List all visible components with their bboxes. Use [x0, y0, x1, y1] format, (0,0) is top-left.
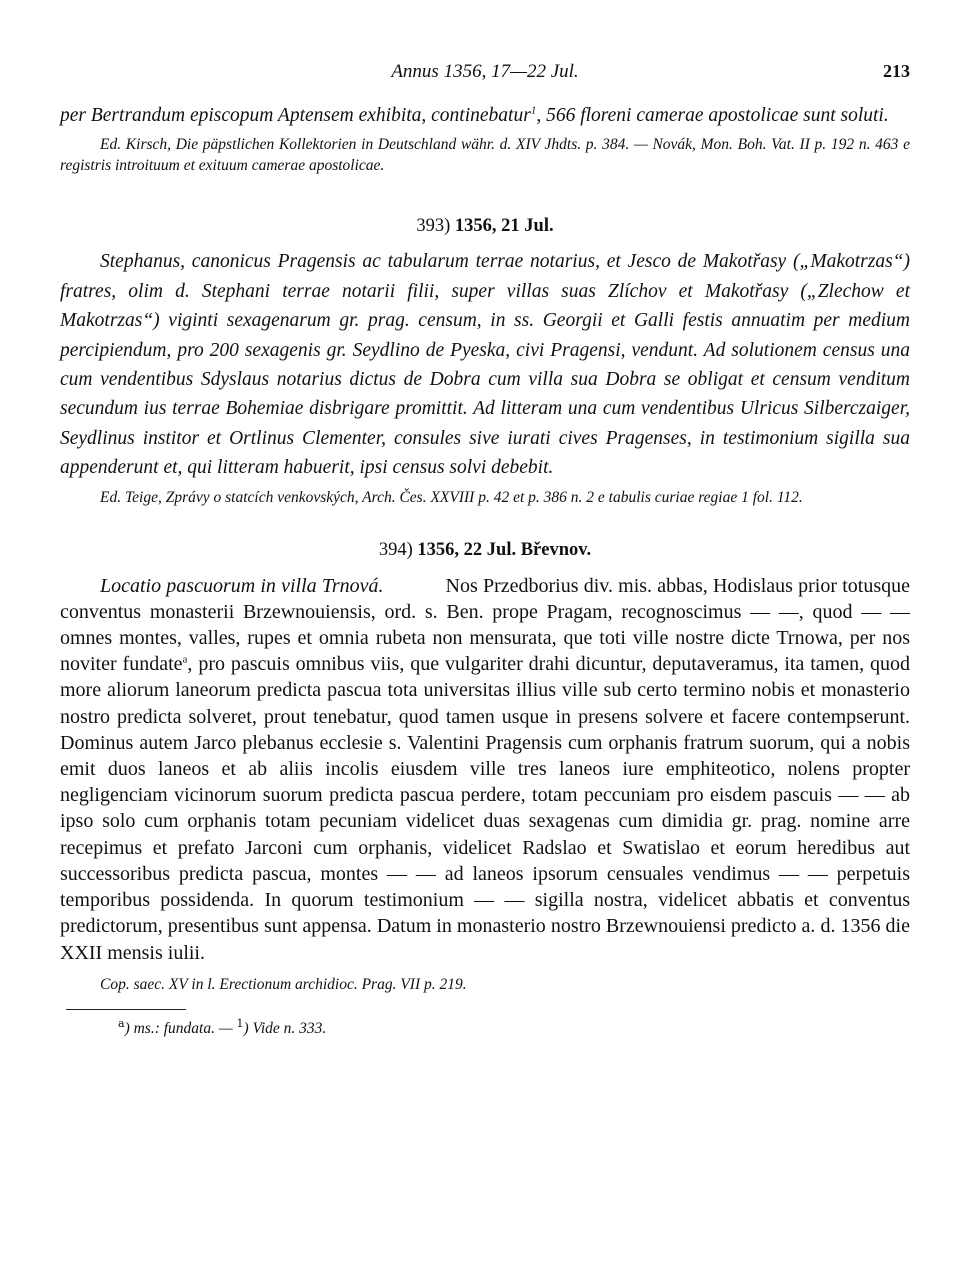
prev-text-a: per Bertrandum episcopum Aptensem exhibita, continebatur	[60, 105, 531, 126]
doc-394-number: 394)	[378, 539, 413, 560]
page	[60, 55, 910, 1039]
footnote-1-text: ) Vide n. 333.	[243, 1019, 327, 1037]
footnote-ref-1: 1	[530, 104, 537, 117]
doc-394-text-b: , pro pascuis omnibus viis, que vulgariter drahi dicuntur, deputaveramus, ita tamen, quod more aliorum laneorum predicta pascua tota universitas illius ville sub certo termino nobis et monasterio nostro predicta solveret, prout tenebatur, quod tamen usque in presens solvere et facere contempserunt. Dominus autem Jarco plebanus ecclesie s. Valentini Pragensis cum orphanis fratrum suorum, qui a nobis emit duos laneos et ab aliis incolis eiusdem ville tres laneos iure emphiteotico, nolens propter negligenciam vicinorum suorum predicta pascua perdere, totam peccuniam pro eisdem pascuis — — ab ipso solo cum orphanis totam pecuniam videlicet duas sexagenas cum dimidia gr. prag. nomine arre recepimus et prefato Jarconi cum orphanis, videlicet Radslao et Swatislao et eorum heredibus aut successoribus predicta pascua, montes — — ad laneos ipsorum censuales vendimus — — perpetuis temporibus possidenda. In quorum testimonium — — sigilla nostra, videlicet abbatis et conventus predictorum, presentibus sunt appensa. Datum in monasterio nostro Brzewnouiensi predicto a. d. 1356 die XXII mensis iulii.	[60, 653, 910, 964]
footnote-1-mark: 1	[236, 1016, 244, 1030]
page-header	[60, 55, 910, 89]
footnote-a-text: ) ms.: fundata. —	[124, 1019, 237, 1037]
document-394-heading	[60, 540, 910, 561]
previous-document-edition: Ed. Kirsch, Die päpstlichen Kollektorien in Deutschland währ. d. XIV Jhdts. p. 384. — Novák, Mon. Boh. Vat. II p. 192 n. 463 e registris introituum et exituum camerae apostolicae.	[60, 136, 910, 175]
doc-394-date: 1356, 22 Jul.	[417, 539, 517, 560]
doc-394-text-a: Nos Przedborius div. mis. abbas, Hodislaus prior totusque conventus monasterii Brzewnouiensis, ord. s. Ben. prope Pragam, recognoscimus — —, quod — — omnes montes, valles, rupes et omnia rubeta non mensurata, que toti ville nostre dicte Trnowa, per nos noviter fundate	[60, 574, 910, 676]
document-393-heading	[60, 216, 910, 237]
prev-text-b: , 566 floreni camerae apostolicae sunt soluti.	[536, 105, 889, 126]
footnotes	[60, 1018, 910, 1039]
page-number: 213	[883, 61, 910, 81]
doc-393-date: 1356, 21 Jul.	[454, 216, 554, 237]
running-title: Annus 1356, 17—22 Jul.	[391, 61, 579, 82]
document-393-regest: Stephanus, canonicus Pragensis ac tabularum terrae notarius, et Jesco de Makotřasy („Makotrzas“) fratres, olim d. Stephani terrae notarii filii, super villas suas Zlíchov et Makotřasy („Zlechow et Makotrzas“) viginti sexagenarum gr. prag. censum, in ss. Georgii et Galli festis annuatim per medium percipiendum, pro 200 sexagenis gr. Seydlino de Pyeska, civi Pragensi, vendunt. Ad solutionem census una cum vendentibus Sdyslaus notarius dictus de Dobra cum villa sua Dobra se obligat et censum venditum secundum ius terrae Bohemiae disbrigare promittit. Ad litteram una cum vendentibus Ulricus Silberczaiger, Seydlinus institor et Ortlinus Clementer, consules sive iurati cives Pragenses, in testimonium sigilla sua appenderunt et, qui litteram habuerit, ipsi census solvi debebit.	[60, 251, 910, 479]
document-394-text	[60, 573, 910, 966]
doc-394-regest: Locatio pascuorum in villa Trnová.	[100, 574, 384, 597]
doc-394-place: Břevnov.	[520, 539, 592, 560]
document-393-edition: Ed. Teige, Zprávy o statcích venkovských, Arch. Čes. XXVIII p. 42 et p. 386 n. 2 e tabulis curiae regiae 1 fol. 112.	[100, 488, 803, 506]
footnote-mark-a: a	[182, 653, 188, 666]
doc-393-number: 393)	[416, 216, 451, 237]
footnote-a-mark: a	[118, 1016, 125, 1030]
previous-document-text	[60, 101, 910, 130]
document-394-copy: Cop. saec. XV in l. Erectionum archidioc. Prag. VII p. 219.	[100, 975, 467, 993]
